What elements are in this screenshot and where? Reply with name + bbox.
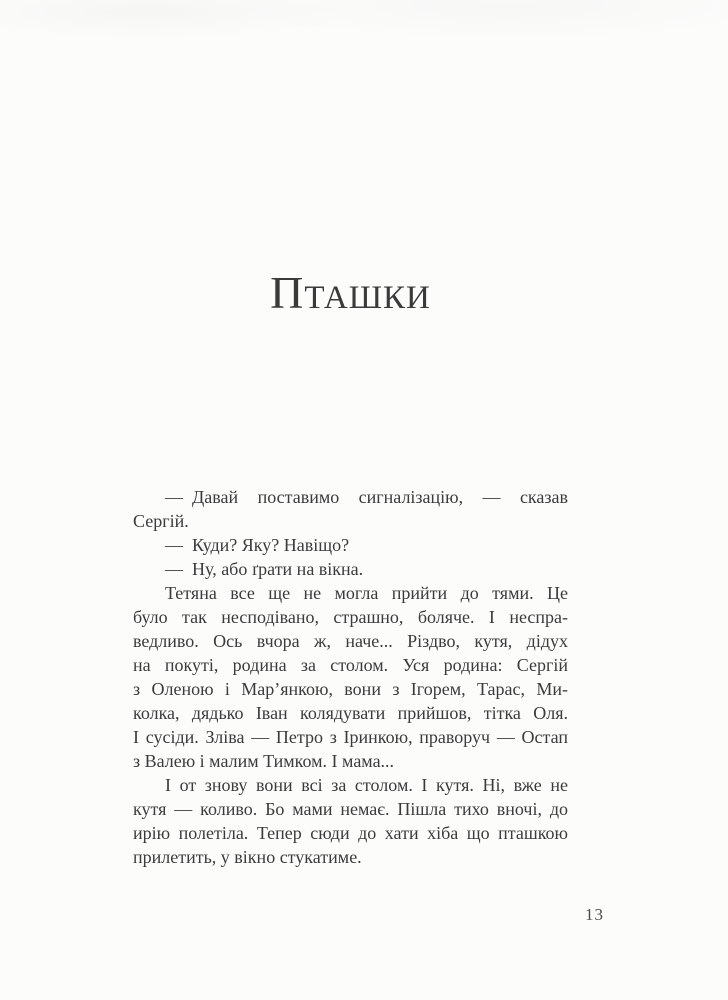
text-line: — Давай поставимо сигналізацію, — сказав (165, 487, 568, 507)
page-number: 13 (585, 905, 604, 924)
text-line: ирію полетіла. Тепер сюди до хати хіба що пташкою (133, 823, 568, 843)
text-line: І сусіди. Зліва — Петро з Іринкою, праворуч — Остап (133, 727, 568, 747)
text-line: прилетить, у вікно стукатиме. (133, 847, 362, 867)
text-line: І от знову вони всі за столом. І кутя. Ні, вже не (165, 775, 568, 795)
text-line: на покуті, родина за столом. Уся родина: Сергій (133, 655, 568, 675)
text-line: Тетяна все ще не могла прийти до тями. Це (165, 583, 568, 603)
text-line: з Оленою і Мар’янкою, вони з Ігорем, Тарас, Ми- (133, 679, 568, 699)
text-line: — Куди? Яку? Навіщо? (165, 535, 350, 555)
text-line: було так несподівано, страшно, боляче. І неспра- (133, 607, 568, 627)
chapter-title (133, 268, 568, 329)
paragraph (133, 533, 568, 557)
paragraph (133, 485, 568, 533)
paragraph (133, 773, 568, 869)
chapter-title-rest: ТАШКИ (304, 280, 431, 316)
text-line: кутя — коливо. Бо мами немає. Пішла тихо вночі, до (133, 799, 568, 819)
paragraph (133, 581, 568, 773)
text-line: з Валею і малим Тимком. І мама... (133, 751, 395, 771)
text-line: колка, дядько Іван колядувати прийшов, тітка Оля. (133, 703, 568, 723)
text-line: ведливо. Ось вчора ж, наче... Різдво, кутя, дідух (133, 631, 568, 651)
body-text (133, 485, 568, 869)
paragraph (133, 557, 568, 581)
chapter-title-initial: П (270, 267, 305, 318)
text-line: Сергій. (133, 511, 189, 531)
text-line: — Ну, або ґрати на вікна. (165, 559, 364, 579)
